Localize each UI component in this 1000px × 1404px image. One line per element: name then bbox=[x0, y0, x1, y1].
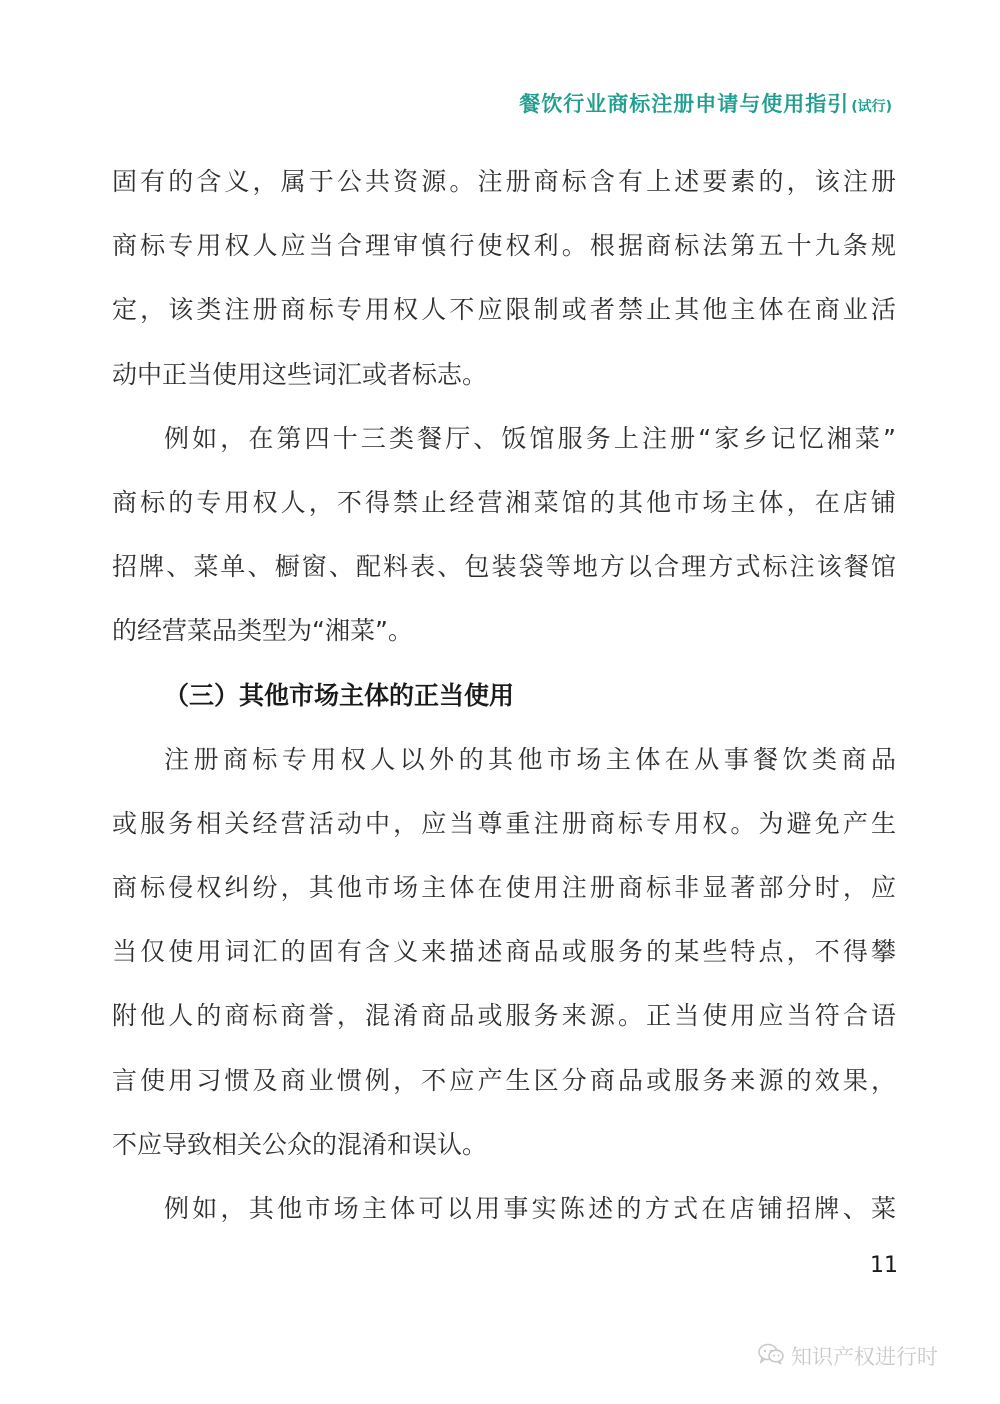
page-number: 11 bbox=[870, 1253, 898, 1278]
text-line: 注册商标专用权人以外的其他市场主体在从事餐饮类商品 bbox=[164, 744, 896, 774]
text-line: 招牌、菜单、橱窗、配料表、包装袋等地方以合理方式标注该餐馆 bbox=[112, 552, 896, 582]
text-line: 定，该类注册商标专用权人不应限制或者禁止其他主体在商业活 bbox=[112, 295, 896, 325]
document-header bbox=[519, 88, 892, 118]
text-line: 附他人的商标商誉，混淆商品或服务来源。正当使用应当符合语 bbox=[112, 1001, 896, 1031]
header-suffix: (试行) bbox=[851, 99, 892, 115]
text-line: 商标专用权人应当合理审慎行使权利。根据商标法第五十九条规 bbox=[112, 231, 896, 261]
watermark-text: 知识产权进行时 bbox=[791, 1345, 938, 1369]
text-line: 商标侵权纠纷，其他市场主体在使用注册商标非显著部分时，应 bbox=[112, 873, 896, 903]
text-line: 固有的含义，属于公共资源。注册商标含有上述要素的，该注册 bbox=[112, 167, 896, 196]
wechat-icon bbox=[757, 1342, 791, 1371]
text-line: 当仅使用词汇的固有含义来描述商品或服务的某些特点，不得攀 bbox=[112, 937, 896, 967]
text-line: 不应导致相关公众的混淆和误认。 bbox=[112, 1129, 488, 1159]
text-line: 或服务相关经营活动中，应当尊重注册商标专用权。为避免产生 bbox=[112, 808, 896, 838]
text-line: 言使用习惯及商业惯例，不应产生区分商品或服务来源的效果， bbox=[112, 1065, 896, 1095]
body-text bbox=[112, 150, 896, 1241]
text-line: 的经营菜品类型为“湘菜”。 bbox=[112, 616, 413, 646]
section-heading: （三）其他市场主体的正当使用 bbox=[164, 680, 515, 710]
header-title: 餐饮行业商标注册申请与使用指引 bbox=[519, 92, 850, 116]
text-line: 动中正当使用这些词汇或者标志。 bbox=[112, 359, 488, 389]
text-line: 商标的专用权人，不得禁止经营湘菜馆的其他市场主体，在店铺 bbox=[112, 487, 896, 517]
text-line: 例如，在第四十三类餐厅、饭馆服务上注册“家乡记忆湘菜” bbox=[164, 423, 896, 453]
text-line: 例如，其他市场主体可以用事实陈述的方式在店铺招牌、菜 bbox=[164, 1194, 896, 1223]
watermark bbox=[757, 1341, 938, 1371]
